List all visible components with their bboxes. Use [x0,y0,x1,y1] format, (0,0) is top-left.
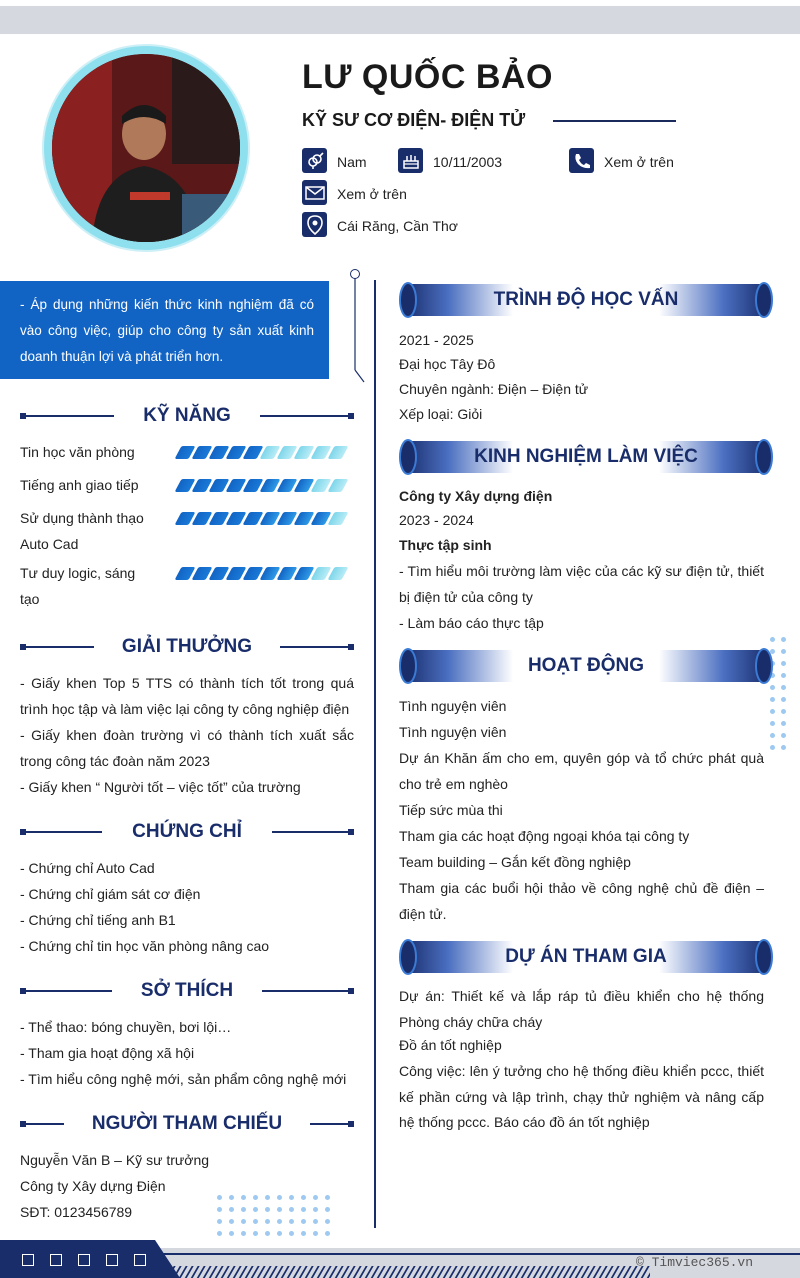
decorative-dot [325,1219,330,1224]
decorative-dot [265,1195,270,1200]
decorative-dot [301,1195,306,1200]
heading-marker [348,988,354,994]
decorative-dot [781,697,786,702]
heading-marker [348,413,354,419]
certificate-item: - Chứng chỉ tiếng anh B1 [20,912,176,928]
awards-heading: GIẢI THƯỞNG [121,636,253,657]
experience-position: Thực tập sinh [399,537,492,553]
reference-item: Nguyễn Văn B – Kỹ sư trưởng [20,1152,210,1168]
heading-line [260,415,348,417]
footer-square [134,1254,146,1266]
avatar [52,54,240,242]
skill-rating-bar [178,512,345,525]
heading-marker [348,1121,354,1127]
decorative-dot [265,1207,270,1212]
decorative-dot [781,709,786,714]
activity-item: Tình nguyện viên [399,724,507,740]
gender-value: Nam [337,154,367,170]
skill-name: Tin học văn phòng [20,444,135,460]
decorative-dot [229,1219,234,1224]
decorative-dot [781,721,786,726]
phone-icon [569,148,594,173]
decorative-dot [289,1219,294,1224]
heading-line [280,646,348,648]
footer-square [106,1254,118,1266]
experience-period: 2023 - 2024 [399,512,474,528]
activity-item: Tiếp sức mùa thi [399,802,503,818]
job-title: KỸ SƯ CƠ ĐIỆN- ĐIỆN TỬ [302,110,526,130]
footer-stripes [170,1262,650,1278]
column-divider [374,280,376,1228]
candidate-name: LƯ QUỐC BẢO [302,58,553,96]
footer-copyright: © Timviec365.vn [636,1255,754,1270]
footer-square [50,1254,62,1266]
mail-icon [302,180,327,205]
project-item: Công việc: lên ý tưởng cho hệ thống điều khiển pccc, thiết kế phần cứng và lập trình, chạy thử nghiệm và nâng cấp hệ thống pccc. Báo cáo đồ án tốt nghiệp [399,1063,764,1130]
decorative-dot [770,733,775,738]
decorative-dot [781,733,786,738]
decorative-dot [241,1195,246,1200]
education-grade: Xếp loại: Giỏi [399,406,483,422]
decorative-dot [325,1231,330,1236]
location-pin-icon [302,212,327,237]
phone-value: Xem ở trên [604,154,674,170]
heading-line [26,646,94,648]
decorative-dot [217,1219,222,1224]
reference-item: SĐT: 0123456789 [20,1204,133,1220]
skills-heading: KỸ NĂNG [143,405,231,426]
heading-line [272,831,348,833]
decorative-dot [770,697,775,702]
reference-item: Công ty Xây dựng Điện [20,1178,166,1194]
gender-icon [302,148,327,173]
email-value: Xem ở trên [337,186,407,202]
hobby-item: - Tham gia hoạt động xã hội [20,1045,195,1061]
decorative-dot [770,685,775,690]
cake-icon [398,148,423,173]
decorative-dot [217,1207,222,1212]
decorative-dot [217,1195,222,1200]
activity-item: Tình nguyện viên [399,698,507,714]
decorative-dot [253,1207,258,1212]
decorative-dot [277,1231,282,1236]
heading-marker [348,829,354,835]
award-item: - Giấy khen “ Người tốt – việc tốt” của trường [20,779,301,795]
award-item: - Giấy khen đoàn trường vì có thành tích xuất sắc trong công tác đoàn năm 2023 [20,727,354,769]
decorative-dot [217,1231,222,1236]
education-heading: TRÌNH ĐỘ HỌC VẤN [493,289,679,310]
decorative-dot [241,1219,246,1224]
top-margin [0,0,800,6]
decorative-dot [253,1219,258,1224]
decorative-dot [265,1219,270,1224]
skill-name: Sử dụng thành thạo Auto Cad [20,510,144,552]
education-period: 2021 - 2025 [399,332,474,348]
heading-line [26,831,102,833]
career-summary: - Áp dụng những kiến thức kinh nghiệm đã có vào công việc, giúp cho công ty sản xuất kinh doanh thuận lợi và phát triển hơn. [20,297,314,364]
hobby-item: - Tìm hiểu công nghệ mới, sản phẩm công nghệ mới [20,1071,347,1087]
footer-square [78,1254,90,1266]
heading-line [310,1123,348,1125]
decorative-dot [289,1231,294,1236]
decorative-dot [313,1207,318,1212]
decorative-dot [770,745,775,750]
decorative-dot [313,1231,318,1236]
hobbies-heading: SỞ THÍCH [140,980,234,1001]
education-major: Chuyên ngành: Điện – Điện tử [399,381,589,397]
heading-line [26,415,114,417]
award-item: - Giấy khen Top 5 TTS có thành tích tốt trong quá trình học tập và làm việc lại công ty công nghiệp điện [20,675,354,717]
heading-line [26,1123,64,1125]
heading-line [26,990,112,992]
decorative-dot [253,1195,258,1200]
activities-heading: HOẠT ĐỘNG [527,655,645,676]
title-divider [553,120,676,122]
certificates-heading: CHỨNG CHỈ [132,821,242,842]
decorative-dot [241,1231,246,1236]
decorative-dot [301,1231,306,1236]
decorative-dot [301,1219,306,1224]
heading-marker [348,644,354,650]
birthday-value: 10/11/2003 [433,154,503,170]
experience-heading: KINH NGHIỆM LÀM VIỆC [474,446,698,467]
projects-heading: DỰ ÁN THAM GIA [505,946,667,967]
decorative-dot [770,709,775,714]
skill-rating-bar [178,446,345,459]
skill-rating-bar [178,567,345,580]
activity-item: Team building – Gắn kết đồng nghiệp [399,854,631,870]
references-heading: NGƯỜI THAM CHIẾU [91,1113,283,1134]
decorative-dot [325,1207,330,1212]
decorative-dot [313,1219,318,1224]
decorative-dot [781,685,786,690]
decorative-dot [770,721,775,726]
hobby-item: - Thể thao: bóng chuyền, bơi lội… [20,1019,232,1035]
decorative-dots [217,1195,337,1236]
decorative-dot [770,637,775,642]
experience-task: - Tìm hiểu môi trường làm việc của các kỹ sư điện tử, thiết bị điện tử của công ty [399,563,764,605]
footer-square [22,1254,34,1266]
project-item: Dự án: Thiết kế và lắp ráp tủ điều khiển cho hệ thống Phòng cháy chữa cháy [399,988,764,1030]
decorative-dot [289,1195,294,1200]
decorative-dot [313,1195,318,1200]
decorative-dot [241,1207,246,1212]
decorative-dot [277,1195,282,1200]
certificate-item: - Chứng chỉ Auto Cad [20,860,155,876]
heading-line [262,990,348,992]
decorative-dot [781,637,786,642]
decorative-dot [265,1231,270,1236]
decorative-dot [301,1207,306,1212]
activity-item: Tham gia các hoạt động ngoại khóa tại công ty [399,828,690,844]
activity-item: Dự án Khăn ấm cho em, quyên góp và tổ chức phát quà cho trẻ em nghèo [399,750,764,792]
decorative-dot [229,1207,234,1212]
decorative-dot [253,1231,258,1236]
decorative-dot [325,1195,330,1200]
project-item: Đồ án tốt nghiệp [399,1037,502,1053]
experience-task: - Làm báo cáo thực tập [399,615,544,631]
education-school: Đại học Tây Đô [399,356,496,372]
decorative-dot [781,673,786,678]
decorative-dot [781,661,786,666]
decorative-dot [289,1207,294,1212]
skill-rating-bar [178,479,345,492]
certificate-item: - Chứng chỉ giám sát cơ điện [20,886,201,902]
skill-name: Tư duy logic, sáng tạo [20,565,136,607]
decorative-dot [781,745,786,750]
certificate-item: - Chứng chỉ tin học văn phòng nâng cao [20,938,270,954]
decorative-dot [781,649,786,654]
decorative-dot [277,1219,282,1224]
decorative-dot [277,1207,282,1212]
activity-item: Tham gia các buổi hội thảo về công nghệ chủ đề điện – điện tử. [399,880,764,922]
decorative-dot [229,1231,234,1236]
decorative-dot [229,1195,234,1200]
address-value: Cái Răng, Cần Thơ [337,218,458,234]
experience-company: Công ty Xây dựng điện [399,488,553,504]
skill-name: Tiếng anh giao tiếp [20,477,139,493]
